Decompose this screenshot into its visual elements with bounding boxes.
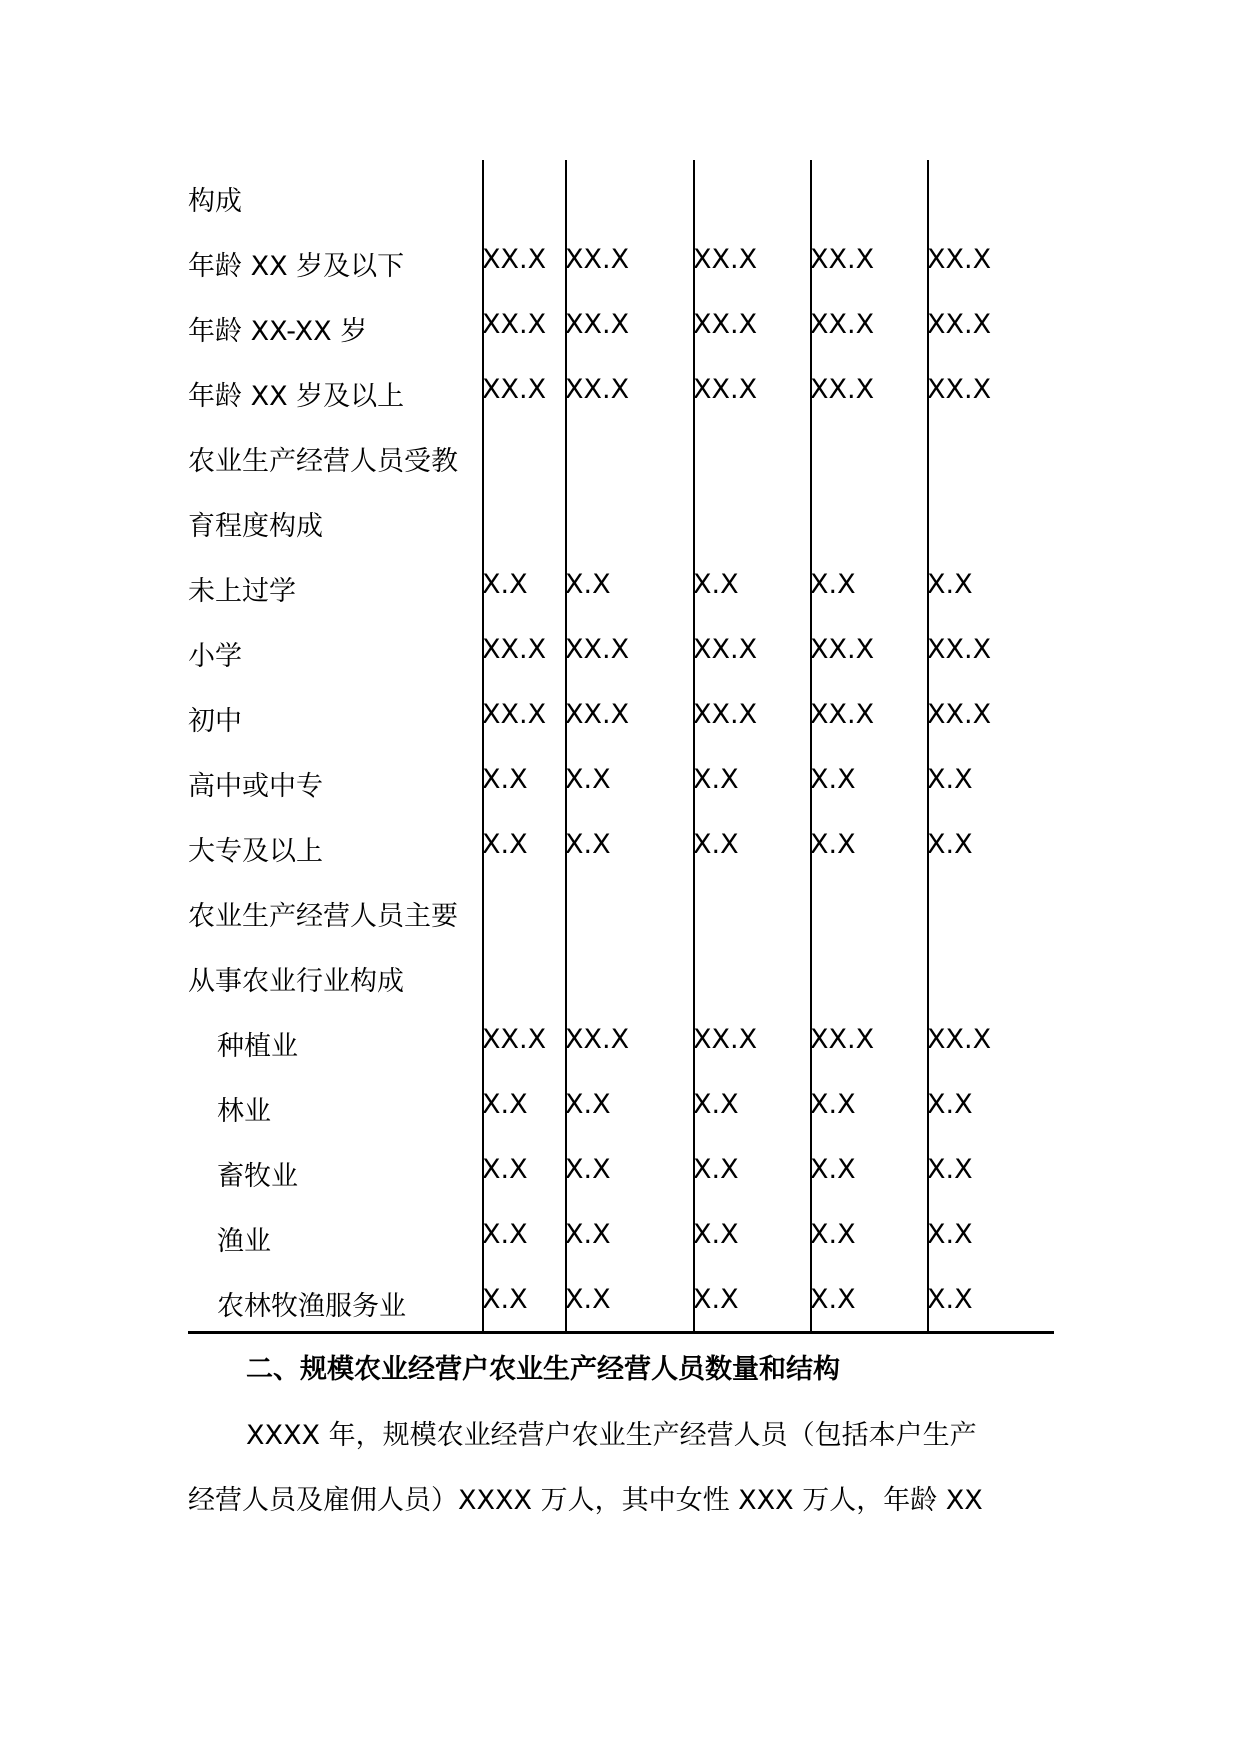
table-cell: X.X: [565, 1219, 611, 1250]
table-cell: X.X: [482, 569, 528, 600]
table-row: [0, 1203, 1240, 1268]
table-cell: X.X: [927, 569, 973, 600]
table-row: [0, 878, 1240, 943]
row-label: 渔业: [217, 1226, 271, 1257]
table-cell: X.X: [565, 569, 611, 600]
table-cell: XX.X: [482, 309, 547, 340]
table-cell: XX.X: [693, 1024, 758, 1055]
row-label: 初中: [188, 706, 242, 737]
table-cell: XX.X: [693, 244, 758, 275]
table-cell: XX.X: [693, 634, 758, 665]
table-cell: X.X: [482, 1219, 528, 1250]
table-cell: XX.X: [810, 244, 875, 275]
section-heading: 二、规模农业经营户农业生产经营人员数量和结构: [246, 1354, 840, 1385]
table-cell: X.X: [482, 829, 528, 860]
table-cell: XX.X: [693, 699, 758, 730]
table-row: [0, 1073, 1240, 1138]
row-label: 农林牧渔服务业: [217, 1291, 406, 1322]
table-cell: X.X: [693, 764, 739, 795]
table-cell: X.X: [565, 1089, 611, 1120]
table-cell: XX.X: [927, 309, 992, 340]
table-cell: XX.X: [693, 309, 758, 340]
table-cell: X.X: [693, 569, 739, 600]
table-cell: X.X: [693, 829, 739, 860]
table-row: [0, 683, 1240, 748]
table-cell: XX.X: [810, 634, 875, 665]
table-cell: X.X: [927, 1219, 973, 1250]
table-cell: X.X: [693, 1219, 739, 1250]
table-cell: XX.X: [482, 1024, 547, 1055]
table-cell: XX.X: [482, 634, 547, 665]
row-label: 畜牧业: [217, 1161, 298, 1192]
row-label: 农业生产经营人员受教: [188, 446, 458, 477]
table-cell: XX.X: [810, 1024, 875, 1055]
row-label: 年龄 XX 岁及以上: [188, 381, 405, 412]
table-cell: X.X: [810, 1154, 856, 1185]
table-cell: X.X: [693, 1089, 739, 1120]
row-label: 年龄 XX 岁及以下: [188, 251, 405, 282]
table-row: [0, 618, 1240, 683]
table-cell: XX.X: [927, 634, 992, 665]
table-cell: XX.X: [693, 374, 758, 405]
table-row: [0, 488, 1240, 553]
table-cell: X.X: [810, 1219, 856, 1250]
table-cell: X.X: [482, 1089, 528, 1120]
table-cell: XX.X: [482, 244, 547, 275]
row-label: 小学: [188, 641, 242, 672]
row-label: 育程度构成: [188, 511, 323, 542]
row-label: 种植业: [217, 1031, 298, 1062]
row-label: 大专及以上: [188, 836, 323, 867]
table-cell: XX.X: [565, 1024, 630, 1055]
table-row: [0, 1008, 1240, 1073]
table-cell: XX.X: [927, 1024, 992, 1055]
table-row: [0, 1138, 1240, 1203]
table-cell: X.X: [810, 569, 856, 600]
table-cell: XX.X: [927, 699, 992, 730]
table-cell: X.X: [693, 1154, 739, 1185]
table-cell: X.X: [482, 1284, 528, 1315]
table-cell: X.X: [810, 764, 856, 795]
table-cell: XX.X: [565, 699, 630, 730]
table-cell: X.X: [810, 829, 856, 860]
table-cell: X.X: [927, 764, 973, 795]
table-cell: XX.X: [810, 699, 875, 730]
row-label: 构成: [188, 186, 242, 217]
table-cell: XX.X: [482, 374, 547, 405]
table-cell: X.X: [565, 829, 611, 860]
table-cell: X.X: [810, 1284, 856, 1315]
table-cell: XX.X: [810, 374, 875, 405]
table-cell: XX.X: [810, 309, 875, 340]
table-cell: XX.X: [482, 699, 547, 730]
table-cell: XX.X: [927, 244, 992, 275]
row-label: 高中或中专: [188, 771, 323, 802]
table-row: [0, 293, 1240, 358]
table-row: [0, 553, 1240, 618]
table-row: [0, 358, 1240, 423]
table-row: [0, 423, 1240, 488]
table-cell: X.X: [693, 1284, 739, 1315]
table-cell: XX.X: [927, 374, 992, 405]
row-label: 未上过学: [188, 576, 296, 607]
table-row: [0, 163, 1240, 228]
table-cell: X.X: [565, 1284, 611, 1315]
table-row: [0, 228, 1240, 293]
row-label: 从事农业行业构成: [188, 966, 404, 997]
table-cell: X.X: [927, 1089, 973, 1120]
table-cell: X.X: [927, 1284, 973, 1315]
body-paragraph-line: 经营人员及雇佣人员）XXXX 万人，其中女性 XXX 万人，年龄 XX: [188, 1485, 983, 1516]
table-cell: X.X: [810, 1089, 856, 1120]
body-paragraph-line: XXXX 年，规模农业经营户农业生产经营人员（包括本户生产: [246, 1420, 977, 1451]
table-row: [0, 1268, 1240, 1333]
table-row: [0, 748, 1240, 813]
table-row: [0, 943, 1240, 1008]
table-cell: X.X: [482, 1154, 528, 1185]
table-cell: X.X: [565, 1154, 611, 1185]
row-label: 林业: [217, 1096, 271, 1127]
table-cell: X.X: [482, 764, 528, 795]
table-cell: X.X: [565, 764, 611, 795]
table-row: [0, 813, 1240, 878]
table-cell: XX.X: [565, 309, 630, 340]
row-label: 年龄 XX-XX 岁: [188, 316, 368, 347]
table-cell: X.X: [927, 829, 973, 860]
row-label: 农业生产经营人员主要: [188, 901, 458, 932]
table-cell: XX.X: [565, 634, 630, 665]
table-cell: XX.X: [565, 374, 630, 405]
table-cell: XX.X: [565, 244, 630, 275]
table-cell: X.X: [927, 1154, 973, 1185]
